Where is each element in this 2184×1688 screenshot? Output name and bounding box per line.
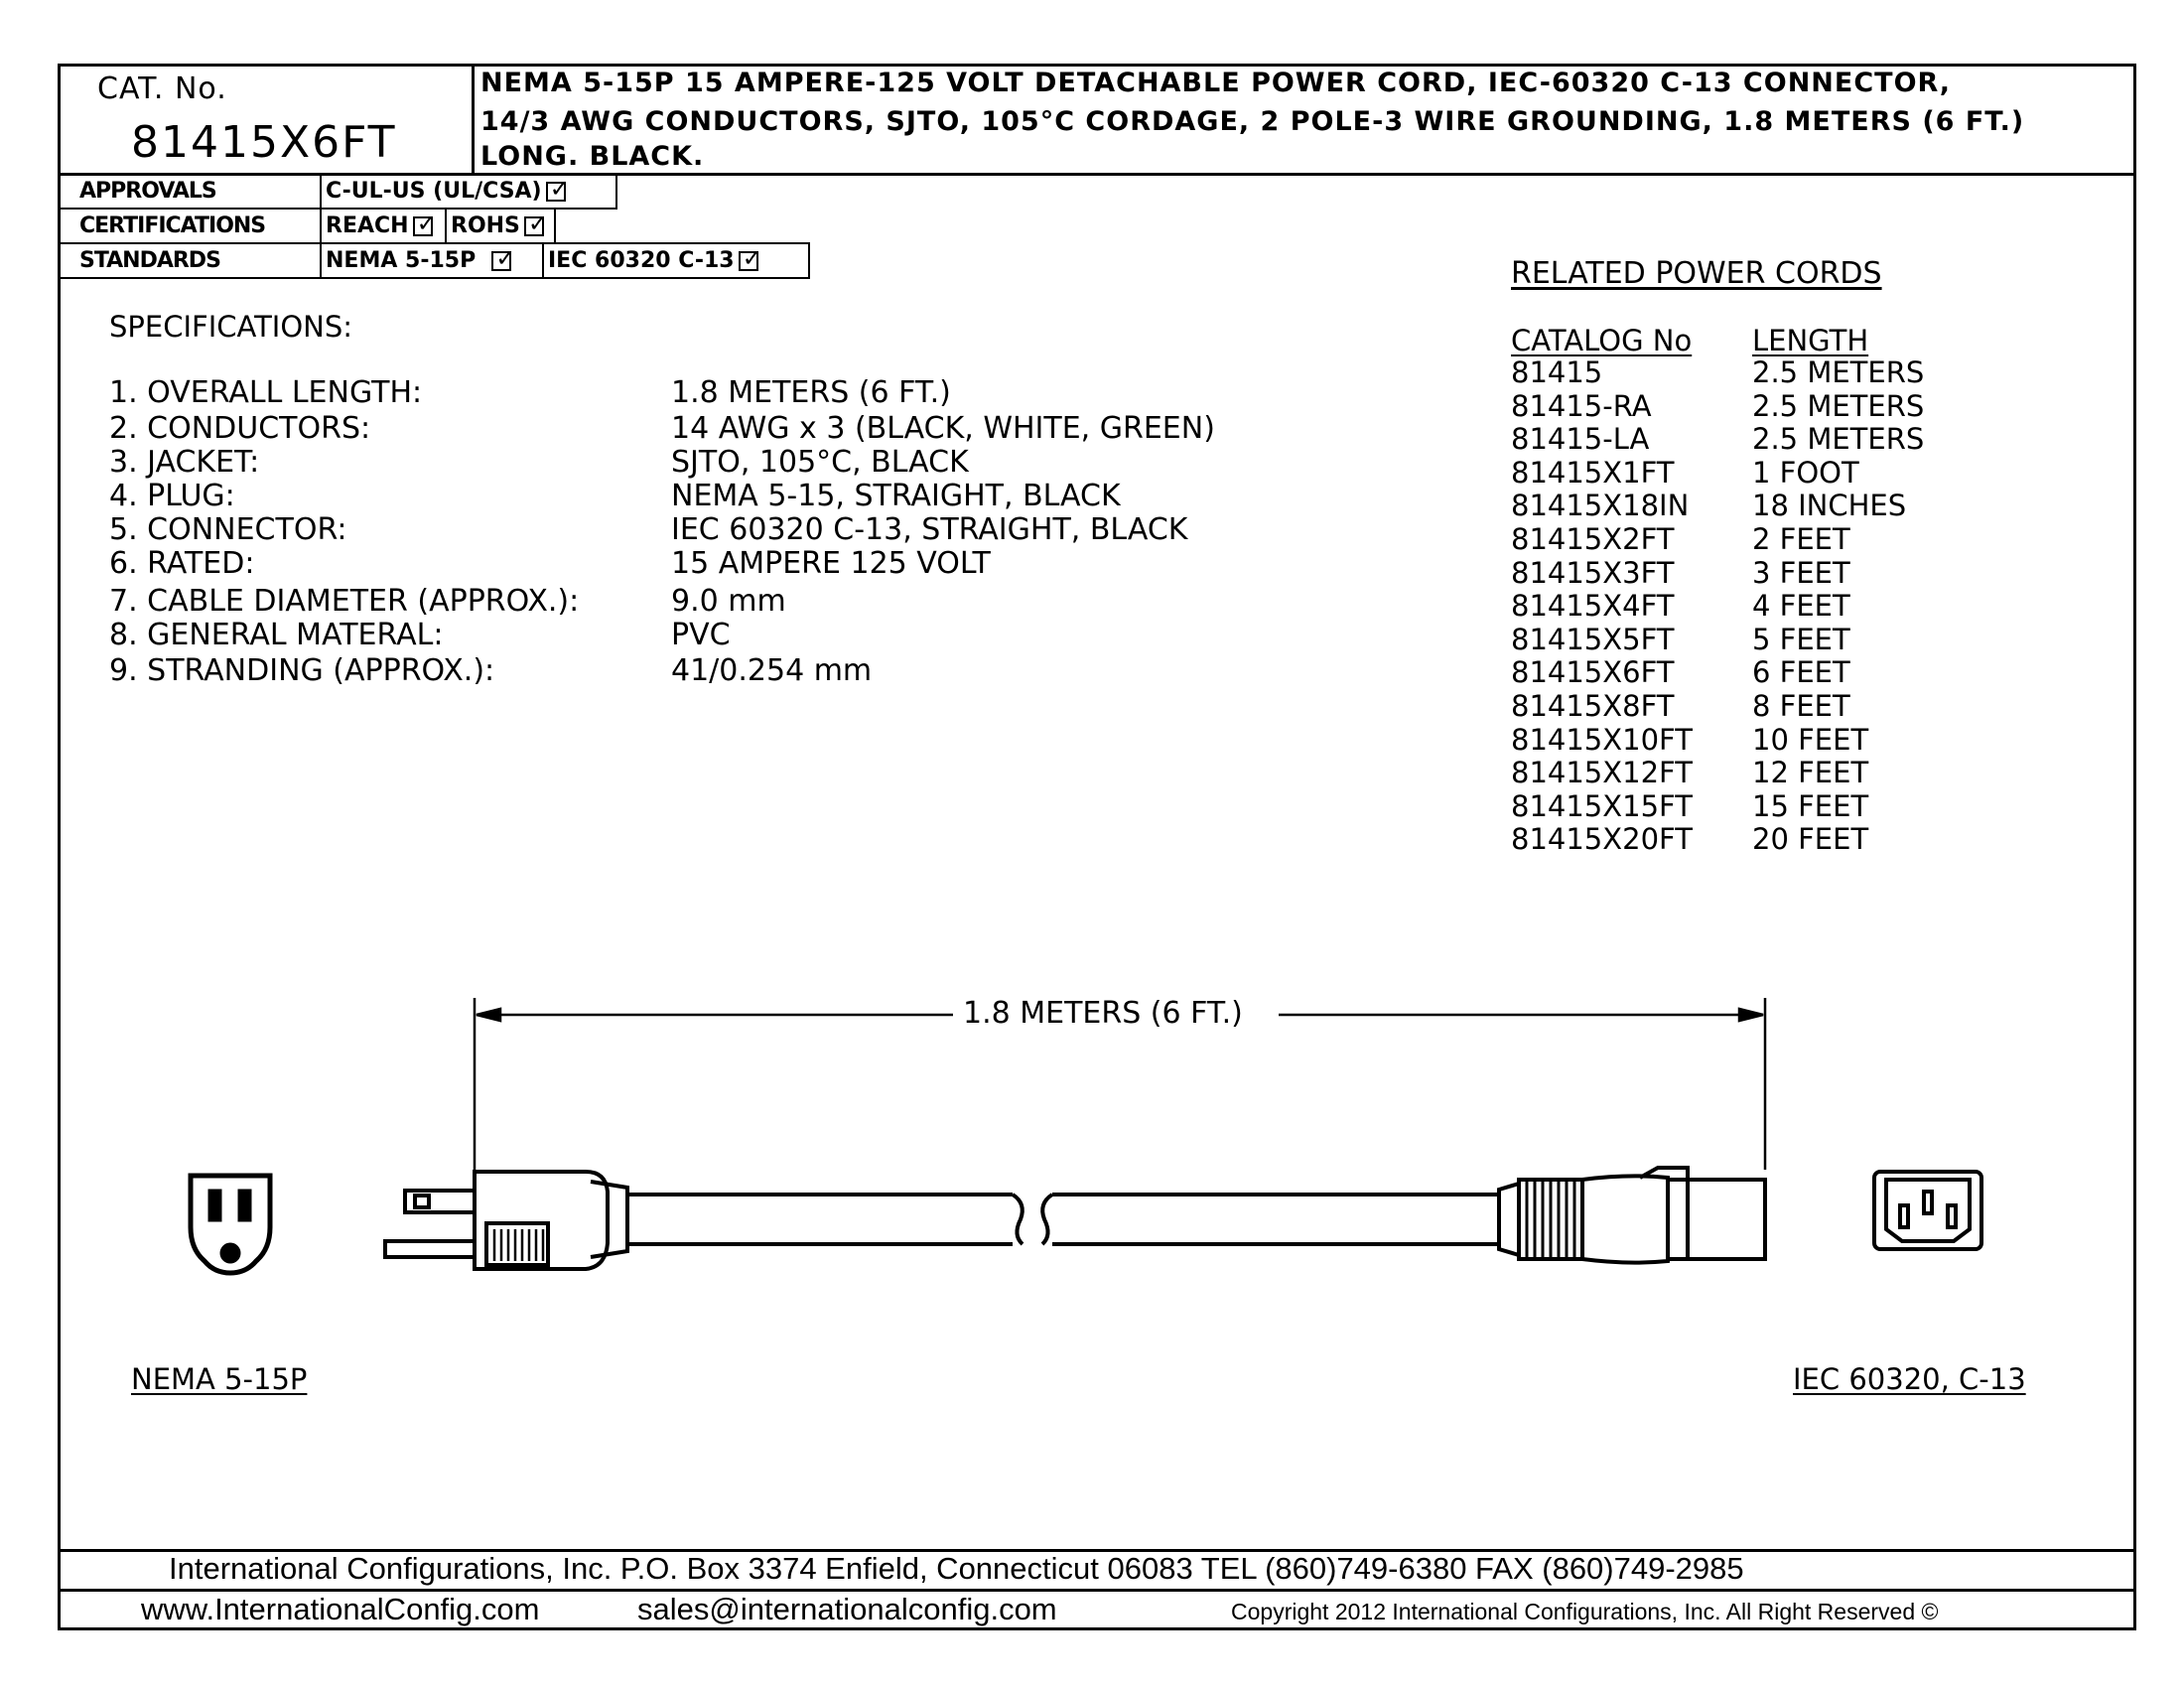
spec-label: 5. CONNECTOR: (109, 512, 347, 547)
cord-break-icon (1013, 1195, 1499, 1244)
cat-number: 81415X6FT (131, 117, 397, 168)
related-length: 2.5 METERS (1752, 355, 1925, 389)
spec-value: PVC (671, 618, 731, 652)
related-length: 2 FEET (1752, 522, 1850, 556)
nema-std-value: NEMA 5-15P✓ (326, 248, 511, 273)
related-col-catalog: CATALOG No (1511, 324, 1693, 357)
related-length: 18 INCHES (1752, 489, 1907, 523)
connector-caption: IEC 60320, C-13 (1793, 1362, 2026, 1396)
footer-copyright: Copyright 2012 International Configurations, Inc. All Right Reserved © (1231, 1599, 1939, 1624)
footer-address: International Configurations, Inc. P.O. Box 3374 Enfield, Connecticut 06083 TEL (860)749-6380 FAX (860)749-2985 (169, 1551, 1744, 1586)
related-length: 5 FEET (1752, 622, 1850, 656)
related-length: 8 FEET (1752, 689, 1850, 723)
spec-label: 6. RATED: (109, 546, 255, 581)
related-length: 6 FEET (1752, 655, 1850, 690)
related-catalog: 81415-LA (1511, 422, 1650, 457)
certifications-label: CERTIFICATIONS (79, 213, 266, 238)
nema-5-15-face-icon (191, 1176, 270, 1273)
reach-value: REACH✓ (326, 213, 433, 238)
related-catalog: 81415X3FT (1511, 555, 1675, 590)
spec-label: 8. GENERAL MATERAL: (109, 618, 444, 652)
approvals-value: C-UL-US (UL/CSA)✓ (326, 179, 566, 204)
related-length: 15 FEET (1752, 788, 1869, 823)
iec-std-value: IEC 60320 C-13✓ (548, 248, 758, 273)
related-catalog: 81415X4FT (1511, 589, 1675, 624)
spec-label: 7. CABLE DIAMETER (APPROX.): (109, 584, 580, 619)
related-catalog: 81415X15FT (1511, 788, 1693, 823)
related-catalog: 81415X8FT (1511, 689, 1675, 723)
spec-value: NEMA 5-15, STRAIGHT, BLACK (671, 479, 1121, 513)
dimension-label: 1.8 METERS (6 FT.) (963, 996, 1243, 1031)
related-heading: RELATED POWER CORDS (1511, 256, 1882, 291)
related-catalog: 81415X10FT (1511, 722, 1693, 757)
related-catalog: 81415X5FT (1511, 622, 1675, 656)
spec-value: 9.0 mm (671, 584, 786, 619)
related-length: 4 FEET (1752, 589, 1850, 624)
related-length: 20 FEET (1752, 822, 1869, 857)
cat-label: CAT. No. (97, 71, 227, 106)
related-catalog: 81415X12FT (1511, 756, 1693, 790)
standards-label: STANDARDS (79, 248, 220, 273)
related-length: 2.5 METERS (1752, 388, 1925, 423)
spec-value: IEC 60320 C-13, STRAIGHT, BLACK (671, 512, 1188, 547)
spec-label: 4. PLUG: (109, 479, 235, 513)
plug-caption: NEMA 5-15P (131, 1362, 308, 1396)
spec-value: 15 AMPERE 125 VOLT (671, 546, 991, 581)
spec-value: 14 AWG x 3 (BLACK, WHITE, GREEN) (671, 411, 1215, 446)
spec-value: 1.8 METERS (6 FT.) (671, 375, 951, 410)
spec-label: 3. JACKET: (109, 445, 260, 480)
footer-website: www.InternationalConfig.com (141, 1592, 540, 1626)
related-length: 12 FEET (1752, 756, 1869, 790)
related-catalog: 81415X20FT (1511, 822, 1693, 857)
related-catalog: 81415X1FT (1511, 455, 1675, 490)
spec-value: 41/0.254 mm (671, 653, 873, 688)
spec-label: 9. STRANDING (APPROX.): (109, 653, 495, 688)
footer-email: sales@internationalconfig.com (637, 1592, 1057, 1626)
description-line-3: LONG. BLACK. (480, 141, 705, 172)
related-length: 10 FEET (1752, 722, 1869, 757)
related-catalog: 81415X6FT (1511, 655, 1675, 690)
approvals-label: APPROVALS (79, 179, 216, 204)
rohs-value: ROHS✓ (451, 213, 544, 238)
description-line-1: NEMA 5-15P 15 AMPERE-125 VOLT DETACHABLE POWER CORD, IEC-60320 C-13 CONNECTOR, (480, 68, 1952, 98)
specifications-heading: SPECIFICATIONS: (109, 310, 353, 344)
related-length: 2.5 METERS (1752, 422, 1925, 457)
related-length: 3 FEET (1752, 555, 1850, 590)
connector-body-icon (1499, 1168, 1765, 1263)
spec-label: 1. OVERALL LENGTH: (109, 375, 423, 410)
related-length: 1 FOOT (1752, 455, 1859, 490)
related-catalog: 81415X2FT (1511, 522, 1675, 556)
related-col-length: LENGTH (1752, 324, 1869, 357)
related-catalog: 81415 (1511, 355, 1603, 389)
related-catalog: 81415-RA (1511, 388, 1652, 423)
iec-c13-face-icon (1874, 1172, 1981, 1249)
plug-body-icon (385, 1172, 1013, 1269)
related-catalog: 81415X18IN (1511, 489, 1690, 523)
description-line-2: 14/3 AWG CONDUCTORS, SJTO, 105°C CORDAGE, 2 POLE-3 WIRE GROUNDING, 1.8 METERS (6 FT.) (480, 106, 2025, 137)
spec-value: SJTO, 105°C, BLACK (671, 445, 969, 480)
spec-label: 2. CONDUCTORS: (109, 411, 371, 446)
